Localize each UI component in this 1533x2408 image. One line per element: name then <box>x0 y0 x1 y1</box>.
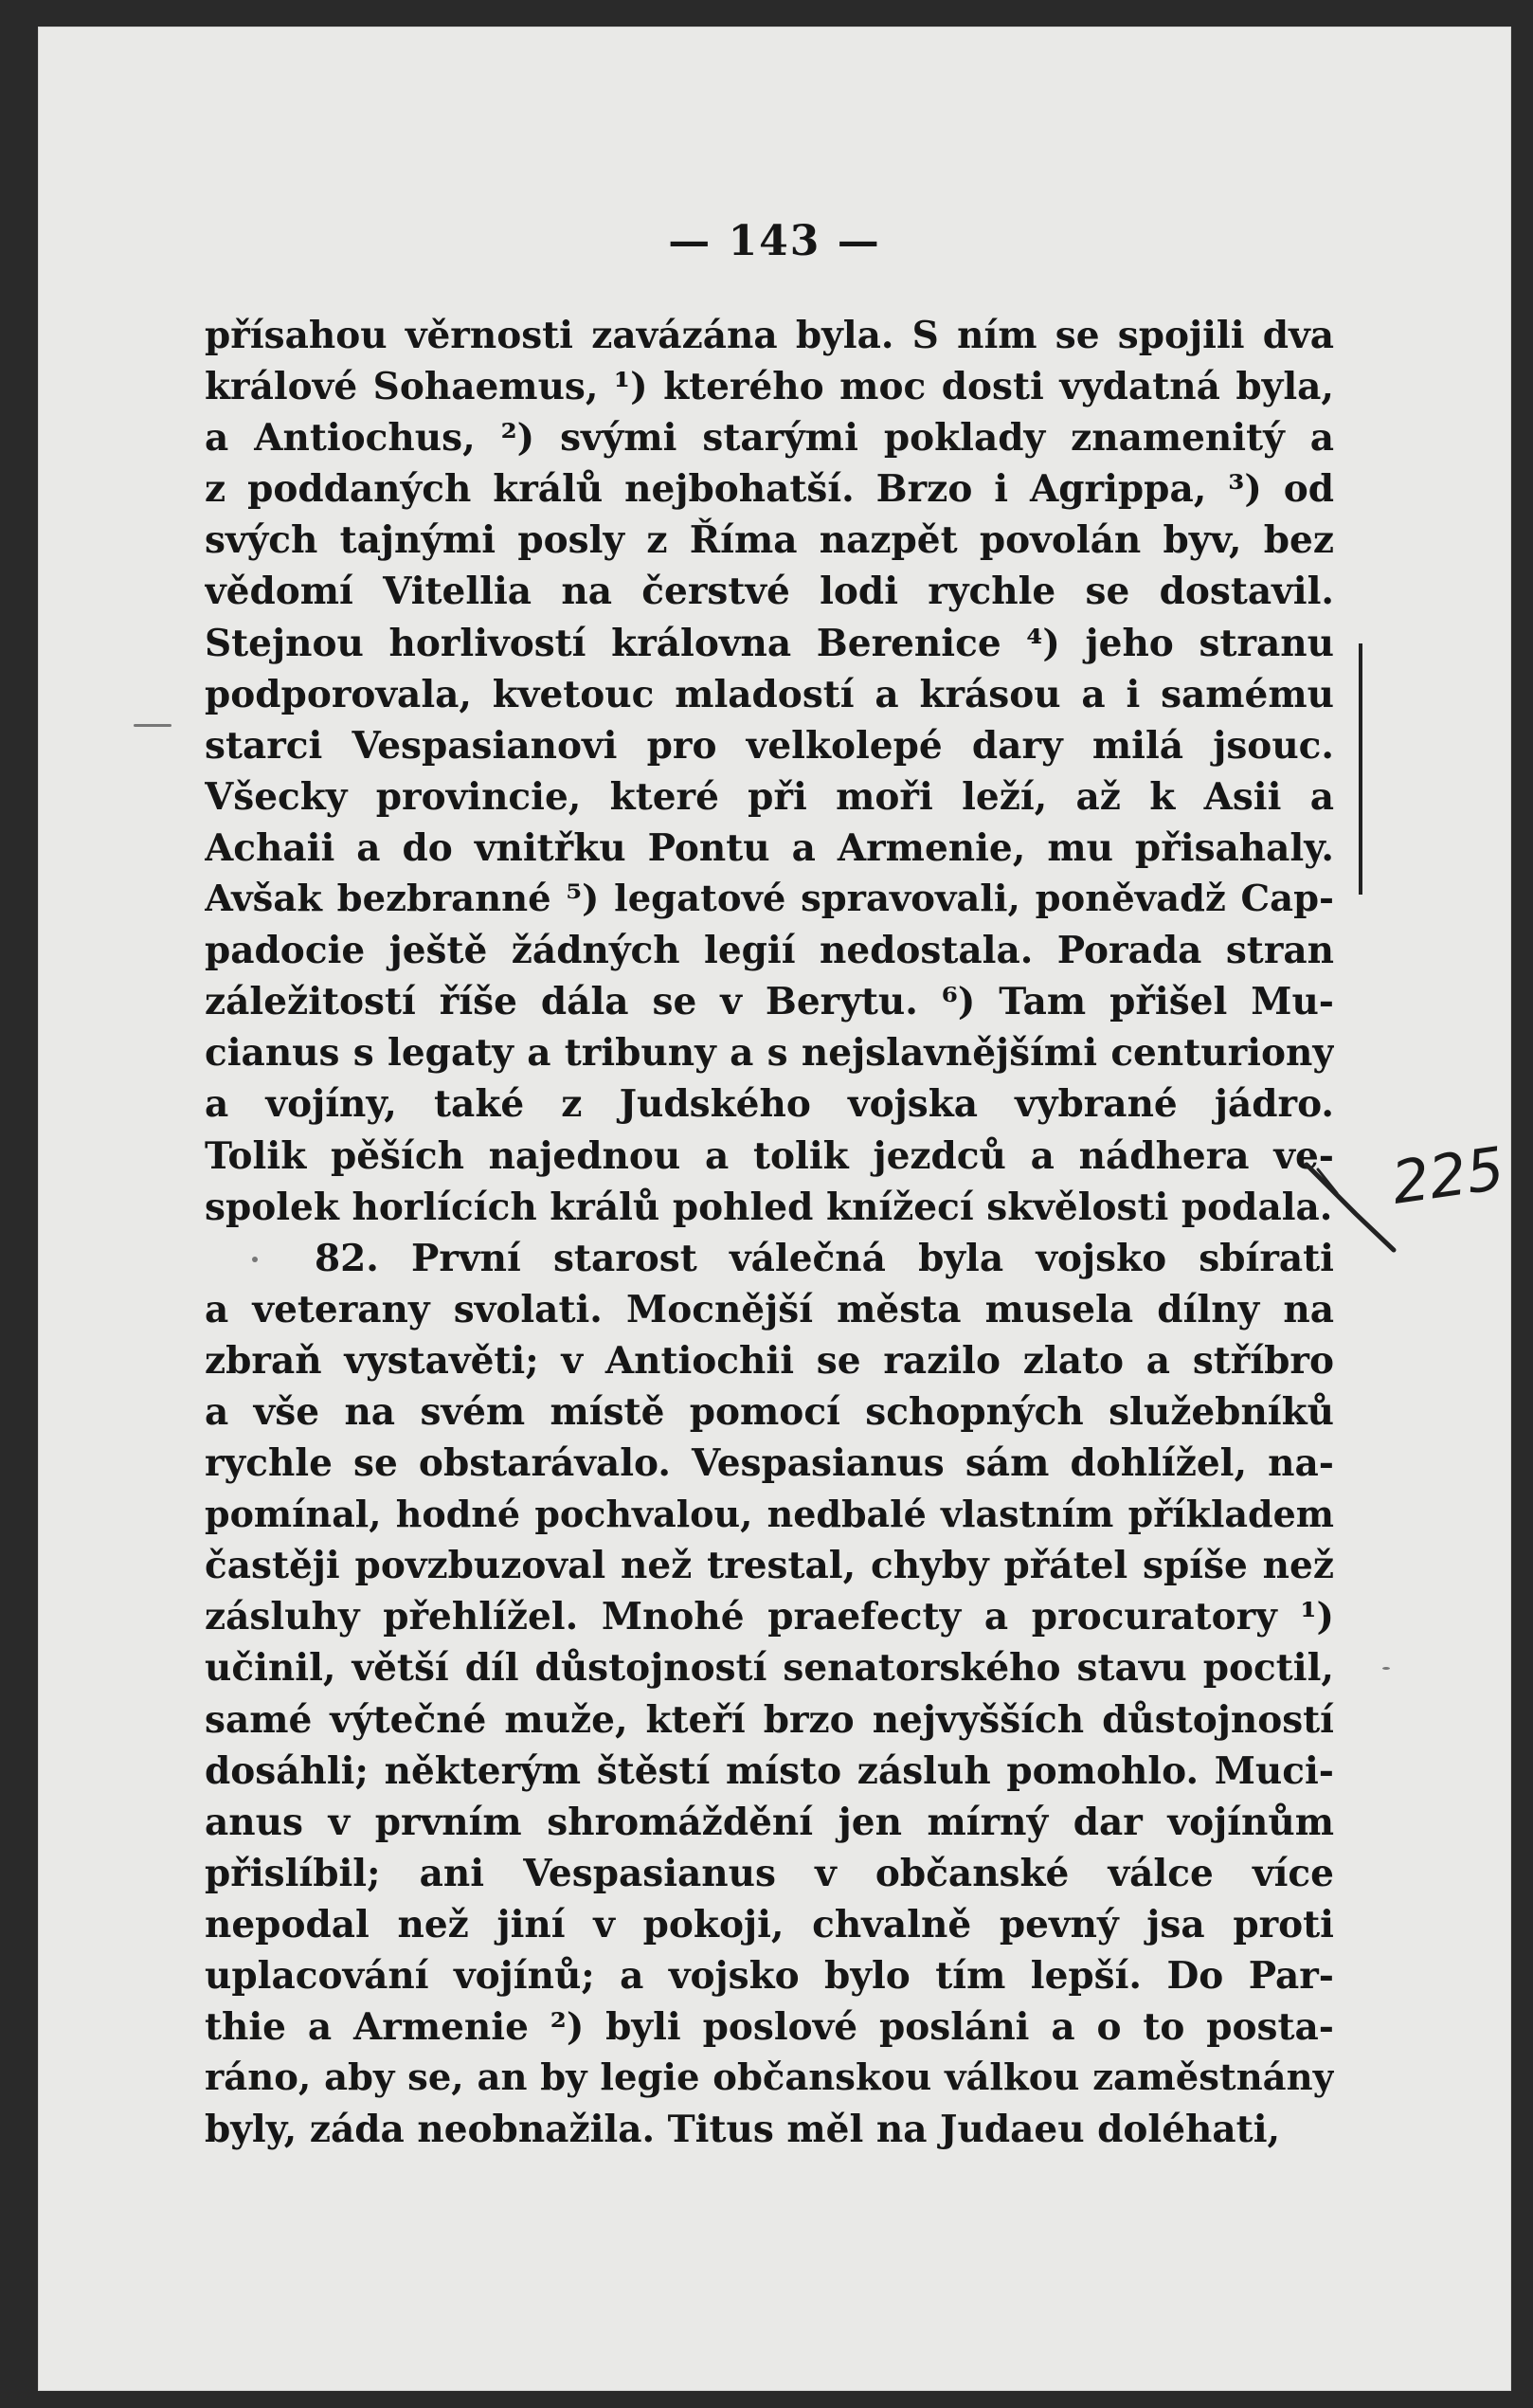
text-line: thie a Armenie ²) byli poslové posláni a o to posta- <box>205 2005 1334 2050</box>
text-line: byly, záda neobnažila. Titus měl na Judaeu doléhati, <box>205 2108 1281 2152</box>
text-line: pomínal, hodné pochvalou, nedbalé vlastním příkladem <box>205 1493 1334 1536</box>
text-line: zbraň vystavěti; v Antiochii se razilo zlato a stříbro <box>205 1338 1334 1383</box>
text-line: a vše na svém místě pomocí schopných služebníků <box>205 1389 1334 1434</box>
text-line: záležitostí říše dála se v Berytu. ⁶) Tam přišel Mu- <box>205 980 1334 1024</box>
text-line: rychle se obstarávalo. Vespasianus sám dohlížel, na- <box>205 1441 1334 1486</box>
text-line: vědomí Vitellia na čerstvé lodi rychle se dostavil. <box>205 570 1334 614</box>
text-line: cianus s legaty a tribuny a s nejslavnějšími centuriony <box>205 1031 1334 1076</box>
text-line: spolek horlících králů pohled knížecí skvělosti podala. <box>205 1185 1333 1229</box>
text-line: přislíbil; ani Vespasianus v občanské válce více <box>205 1851 1334 1895</box>
text-line: nepodal než jiní v pokoji, chvalně pevný jsa proti <box>205 1902 1334 1946</box>
text-line: přísahou věrnosti zavázána byla. S ním se spojili dva <box>205 314 1334 357</box>
book-page <box>38 27 1511 2391</box>
page-number: — 143 — <box>668 217 881 265</box>
text-line: ráno, aby se, an by legie občanskou válkou zaměstnány <box>205 2056 1334 2100</box>
text-line: Všecky provincie, které při moři leží, až k Asii a <box>205 774 1334 819</box>
text-line: Achaii a do vnitřku Pontu a Armenie, mu přisahaly. <box>205 825 1334 870</box>
text-line: svých tajnými posly z Říma nazpět povolán byv, bez <box>205 518 1334 563</box>
text-line: a veterany svolati. Mocnější města musela dílny na <box>205 1287 1334 1331</box>
text-line: dosáhli; některým štěstí místo zásluh pomohlo. Muci- <box>205 1748 1334 1793</box>
text-line: zásluhy přehlížel. Mnohé praefecty a procuratory ¹) <box>205 1595 1334 1639</box>
page-blemish <box>1382 1667 1390 1670</box>
text-line: učinil, větší díl důstojností senatorského stavu poctil, <box>205 1646 1334 1691</box>
text-line: uplacování vojínů; a vojsko bylo tím lepší. Do Par- <box>205 1954 1334 1998</box>
text-line: a Antiochus, ²) svými starými poklady znamenitý a <box>205 416 1334 461</box>
text-line: Stejnou horlivostí královna Berenice ⁴) jeho stranu <box>205 621 1334 665</box>
text-line: anus v prvním shromáždění jen mírný dar vojínům <box>205 1800 1334 1844</box>
text-line: podporovala, kvetouc mladostí a krásou a i samému <box>205 672 1334 716</box>
text-line: samé výtečné muže, kteří brzo nejvyšších důstojností <box>205 1697 1334 1742</box>
handwritten-margin-note: 225 <box>1387 1133 1508 1218</box>
text-line: z poddaných králů nejbohatší. Brzo i Agrippa, ³) od <box>205 467 1334 512</box>
text-line: starci Vespasianovi pro velkolepé dary milá jsouc. <box>205 723 1334 768</box>
text-line: Avšak bezbranné ⁵) legatové spravovali, poněvadž Cap- <box>205 878 1334 921</box>
text-line: Tolik pěších najednou a tolik jezdců a nádhera ve- <box>205 1133 1334 1178</box>
margin-mark <box>1359 643 1362 895</box>
text-line: padocie ještě žádných legií nedostala. Porada stran <box>205 929 1334 973</box>
text-line: častěji povzbuzoval než trestal, chyby přátel spíše než <box>205 1544 1334 1588</box>
text-line: králové Sohaemus, ¹) kterého moc dosti vydatná byla, <box>205 365 1334 409</box>
text-line: 82. První starost válečná byla vojsko sbírati <box>315 1236 1334 1280</box>
pencil-stroke-annotation <box>1299 1155 1403 1269</box>
page-blemish <box>134 724 171 727</box>
body-text <box>205 310 1334 2155</box>
page-blemish <box>252 1257 258 1262</box>
text-line: a vojíny, také z Judského vojska vybrané jádro. <box>205 1082 1334 1127</box>
